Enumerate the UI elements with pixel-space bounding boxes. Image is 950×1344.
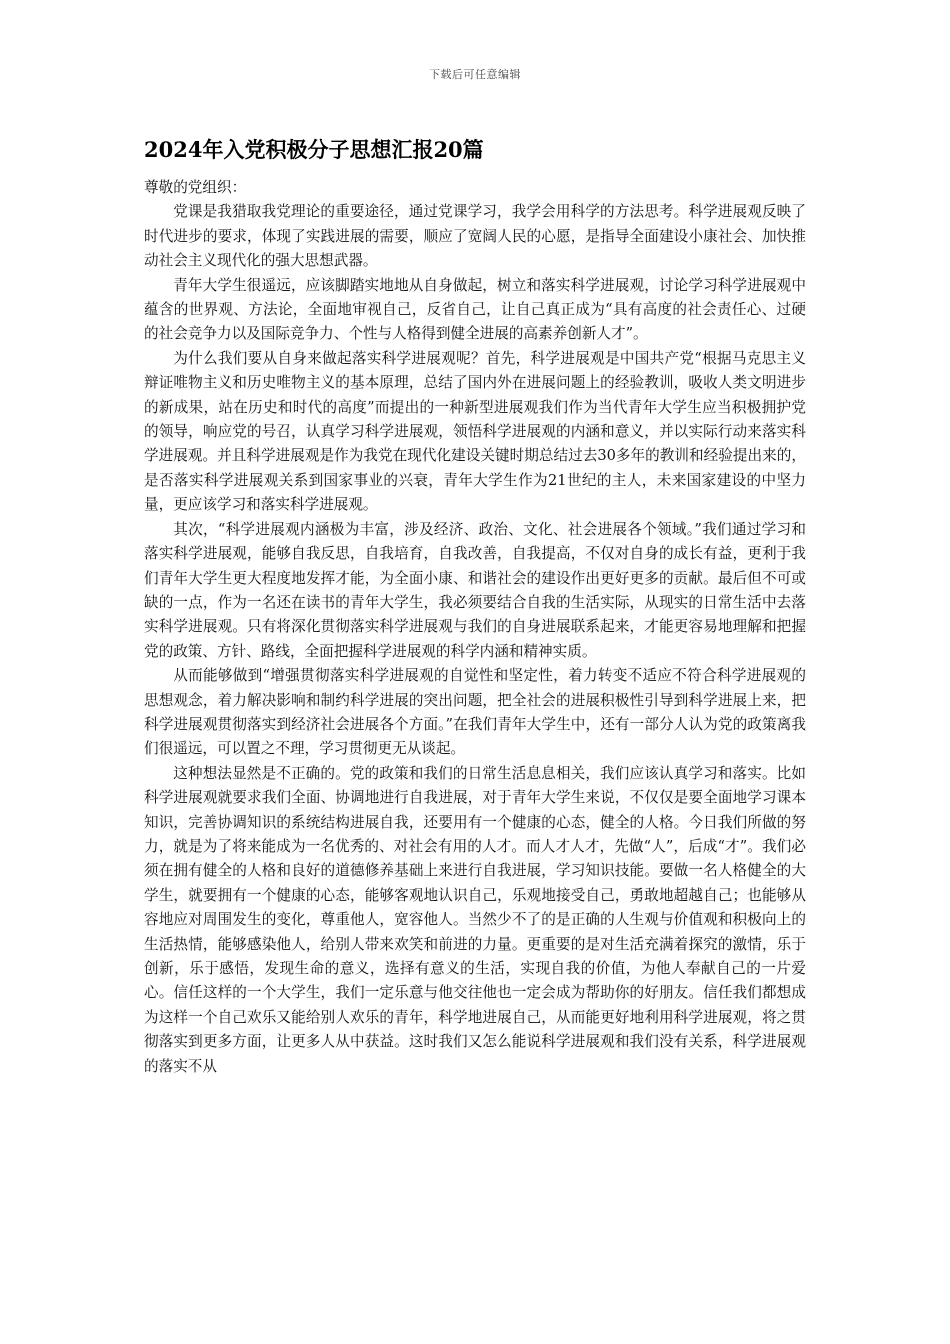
salutation: 尊敬的党组织：: [144, 179, 247, 196]
paragraph: 党课是我猎取我党理论的重要途径，通过党课学习，我学会用科学的方法思考。科学进展观反映了时代进步的要求，体现了实践进展的需要，顺应了宽阔人民的心愿，是指导全面建设小康社会、加快推动社会主义现代化的强大思想武器。: [144, 203, 806, 270]
header-note: 下载后可任意编辑: [429, 68, 521, 81]
paragraph: 青年大学生很遥远，应该脚踏实地地从自身做起，树立和落实科学进展观，讨论学习科学进展观中蕴含的世界观、方法论，全面地审视自己，反省自己，让自己真正成为“具有高度的社会责任心、过硬的社会竞争力以及国际竞争力、个性与人格得到健全进展的高素养创新人才”。: [144, 276, 806, 343]
document-title: 2024年入党积极分子思想汇报20篇: [144, 137, 484, 162]
paragraph: 为什么我们要从自身来做起落实科学进展观呢？首先，科学进展观是中国共产党“根据马克思主义辩证唯物主义和历史唯物主义的基本原理，总结了国内外在进展问题上的经验教训，吸收人类文明进步的新成果，站在历史和时代的高度”而提出的一种新型进展观我们作为当代青年大学生应当积极拥护党的领导，响应党的号召，认真学习科学进展观，领悟科学进展观的内涵和意义，并以实际行动来落实科学进展观。并且科学进展观是作为我党在现代化建设关键时期总结过去30多年的教训和经验提出来的，是否落实科学进展观关系到国家事业的兴衰，青年大学生作为21世纪的主人，未来国家建设的中坚力量，更应该学习和落实科学进展观。: [144, 349, 806, 514]
document-body: [144, 176, 806, 1079]
paragraph: 其次，“科学进展观内涵极为丰富，涉及经济、政治、文化、社会进展各个领域。”我们通过学习和落实科学进展观，能够自我反思，自我培育，自我改善，自我提高，不仅对自身的成长有益，更利于我们青年大学生更大程度地发挥才能，为全面小康、和谐社会的建设作出更好更多的贡献。最后但不可或缺的一点，作为一名还在读书的青年大学生，我必须要结合自我的生活实际，从现实的日常生活中去落实科学进展观。只有将深化贯彻落实科学进展观与我们的自身进展联系起来，才能更容易地理解和把握党的政策、方针、路线，全面把握科学进展观的科学内涵和精神实质。: [144, 520, 806, 660]
paragraph: 从而能够做到“增强贯彻落实科学进展观的自觉性和坚定性，着力转变不适应不符合科学进展观的思想观念，着力解决影响和制约科学进展的突出问题，把全社会的进展积极性引导到科学进展上来，把科学进展观贯彻落实到经济社会进展各个方面。”在我们青年大学生中，还有一部分人认为党的政策离我们很遥远，可以置之不理，学习贯彻更无从谈起。: [144, 667, 806, 758]
paragraph: 这种想法显然是不正确的。党的政策和我们的日常生活息息相关，我们应该认真学习和落实。比如科学进展观就要求我们全面、协调地进行自我进展，对于青年大学生来说，不仅仅是要全面地学习课本知识，完善协调知识的系统结构进展自我，还要用有一个健康的心态，健全的人格。今日我们所做的努力，就是为了将来能成为一名优秀的、对社会有用的人才。而人才人才，先做“人”，后成“才”。我们必须在拥有健全的人格和良好的道德修养基础上来进行自我进展，学习知识技能。要做一名人格健全的大学生，就要拥有一个健康的心态，能够客观地认识自己，乐观地接受自己，勇敢地超越自己；也能够从容地应对周围发生的变化，尊重他人，宽容他人。当然少不了的是正确的人生观与价值观和积极向上的生活热情，能够感染他人，给别人带来欢笑和前进的力量。更重要的是对生活充满着探究的激情，乐于创新，乐于感悟，发现生命的意义，选择有意义的生活，实现自我的价值，为他人奉献自己的一片爱心。信任这样的一个大学生，我们一定乐意与他交往他也一定会成为帮助你的好朋友。信任我们都想成为这样一个自己欢乐又能给别人欢乐的青年，科学地进展自己，从而能更好地利用科学进展观，将之贯彻落实到更多方面，让更多人从中获益。这时我们又怎么能说科学进展观和我们没有关系，科学进展观的落实不从: [144, 764, 806, 1075]
